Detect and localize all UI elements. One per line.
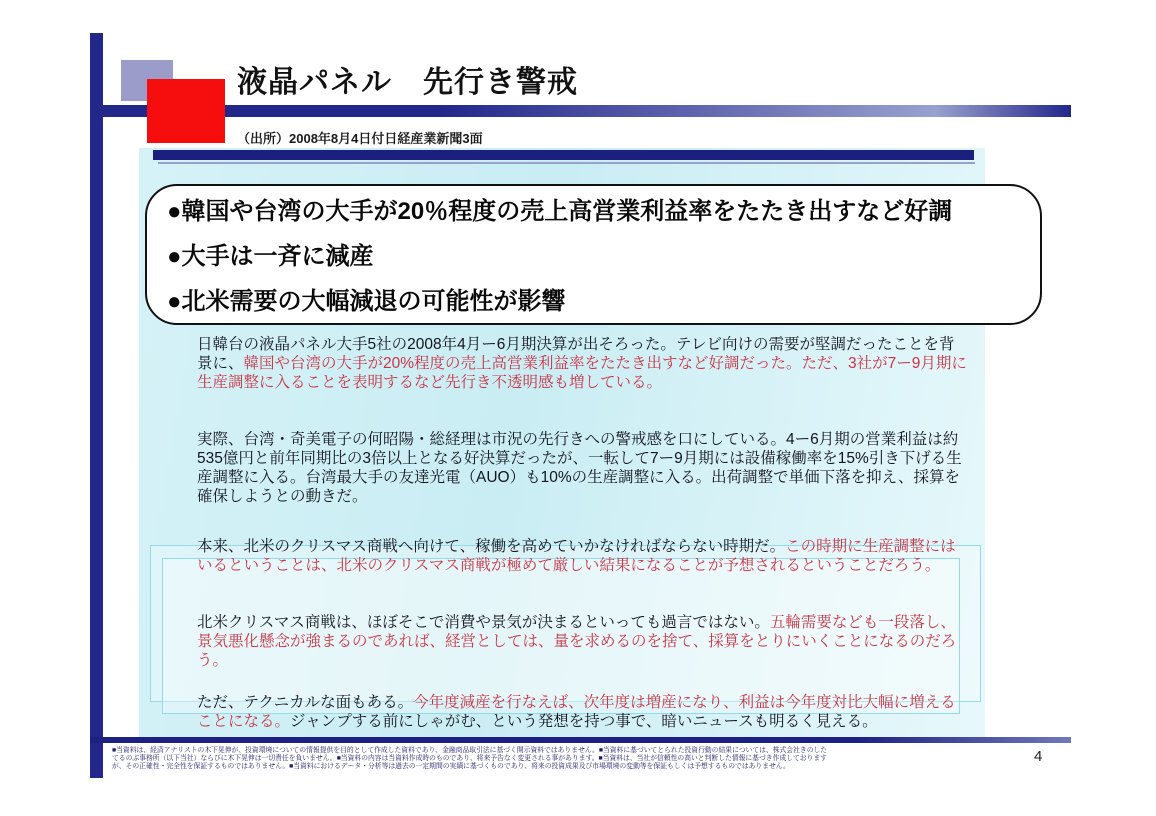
red-square-decoration: [147, 79, 225, 143]
key-point-1: ●韓国や台湾の大手が20％程度の売上高営業利益率をたたき出すなど好調: [167, 198, 953, 225]
disclaimer-line-1: ■当資料は、経済アナリストの木下晃伸が、投資環境についての情報提供を目的として作成した資料であり、金融商品取引法に基づく開示資料ではありません。■当資料に基づいてとられた投資行動の結果については、株式会社きのした: [112, 747, 828, 754]
left-accent-bar: [90, 33, 103, 778]
body-paragraph-2: 実際、台湾・奇美電子の何昭陽・総経理は市況の先行きへの警戒感を口にしている。4ー6月期の営業利益は約535億円と前年同期比の3倍以上となる好決算だったが、一転して7ー9月期には設備稼働率を15%引き下げる生産調整に入る。台湾最大手の友達光電（AUO）も10%の生産調整に入る。出荷調整で単価下落を抑え、採算を確保しようとの動きだ。: [197, 431, 962, 505]
disclaimer-text: [112, 747, 827, 772]
footer-divider-bar: [90, 737, 1071, 743]
title-underline-bar: [103, 105, 1071, 117]
section-divider-thin-line: [158, 162, 975, 164]
body-paragraph-5: ただ、テクニカルな面もある。今年度減産を行なえば、次年度は増産になり、利益は今年度対比大幅に増えることになる。ジャンプする前にしゃがむ、という発想を持つ事で、暗いニュースも明るく見える。: [197, 694, 956, 730]
disclaimer-line-3: が、その正確性・完全性を保証するものではありません。■当資料におけるデータ・分析等は過去の一定期間の実績に基づくものであり、将来の投資成果及び市場環境の変動等を保証もしくは予想するものではありません。: [112, 763, 790, 771]
page-number: 4: [1034, 748, 1043, 765]
key-points-box: [145, 184, 1042, 325]
source-citation: （出所）2008年8月4日付日経産業新聞3面: [237, 131, 483, 146]
body-paragraph-1: 日韓台の液晶パネル大手5社の2008年4月ー6月期決算が出そろった。テレビ向けの需要が堅調だったことを背景に、韓国や台湾の大手が20%程度の売上高営業利益率をたたき出すなど好調だった。ただ、3社が7ー9月期に生産調整に入ることを表明するなど先行き不透明感も増している。: [197, 336, 967, 391]
body-paragraph-4: 北米クリスマス商戦は、ほぼそこで消費や景気が決まるといっても過言ではない。五輪需要なども一段落し、景気悪化懸念が強まるのであれば、経営としては、量を求めるのを捨て、採算をとりにいくことになるのだろう。: [197, 614, 957, 669]
key-point-2: ●大手は一斉に減産: [167, 243, 374, 270]
section-divider-bar: [153, 150, 974, 160]
key-point-3: ●北米需要の大幅減退の可能性が影響: [167, 288, 566, 315]
disclaimer-line-2: てるのぶ事務所（以下当社）ならびに木下晃伸は一切責任を負いません。■当資料の内容は当資料作成時のものであり、将来予告なく変更される事があります。■当資料は、当社が信頼性の高いと判断した情報に基づき作成しております: [112, 755, 827, 763]
body-paragraph-3: 本来、北米のクリスマス商戦へ向けて、稼働を高めていかなければならない時期だ。この時期に生産調整にはいるということは、北米のクリスマス商戦が極めて厳しい結果になることが予想されるということだろう。: [197, 538, 956, 574]
page-title: 液晶パネル 先行き警戒: [237, 66, 578, 99]
